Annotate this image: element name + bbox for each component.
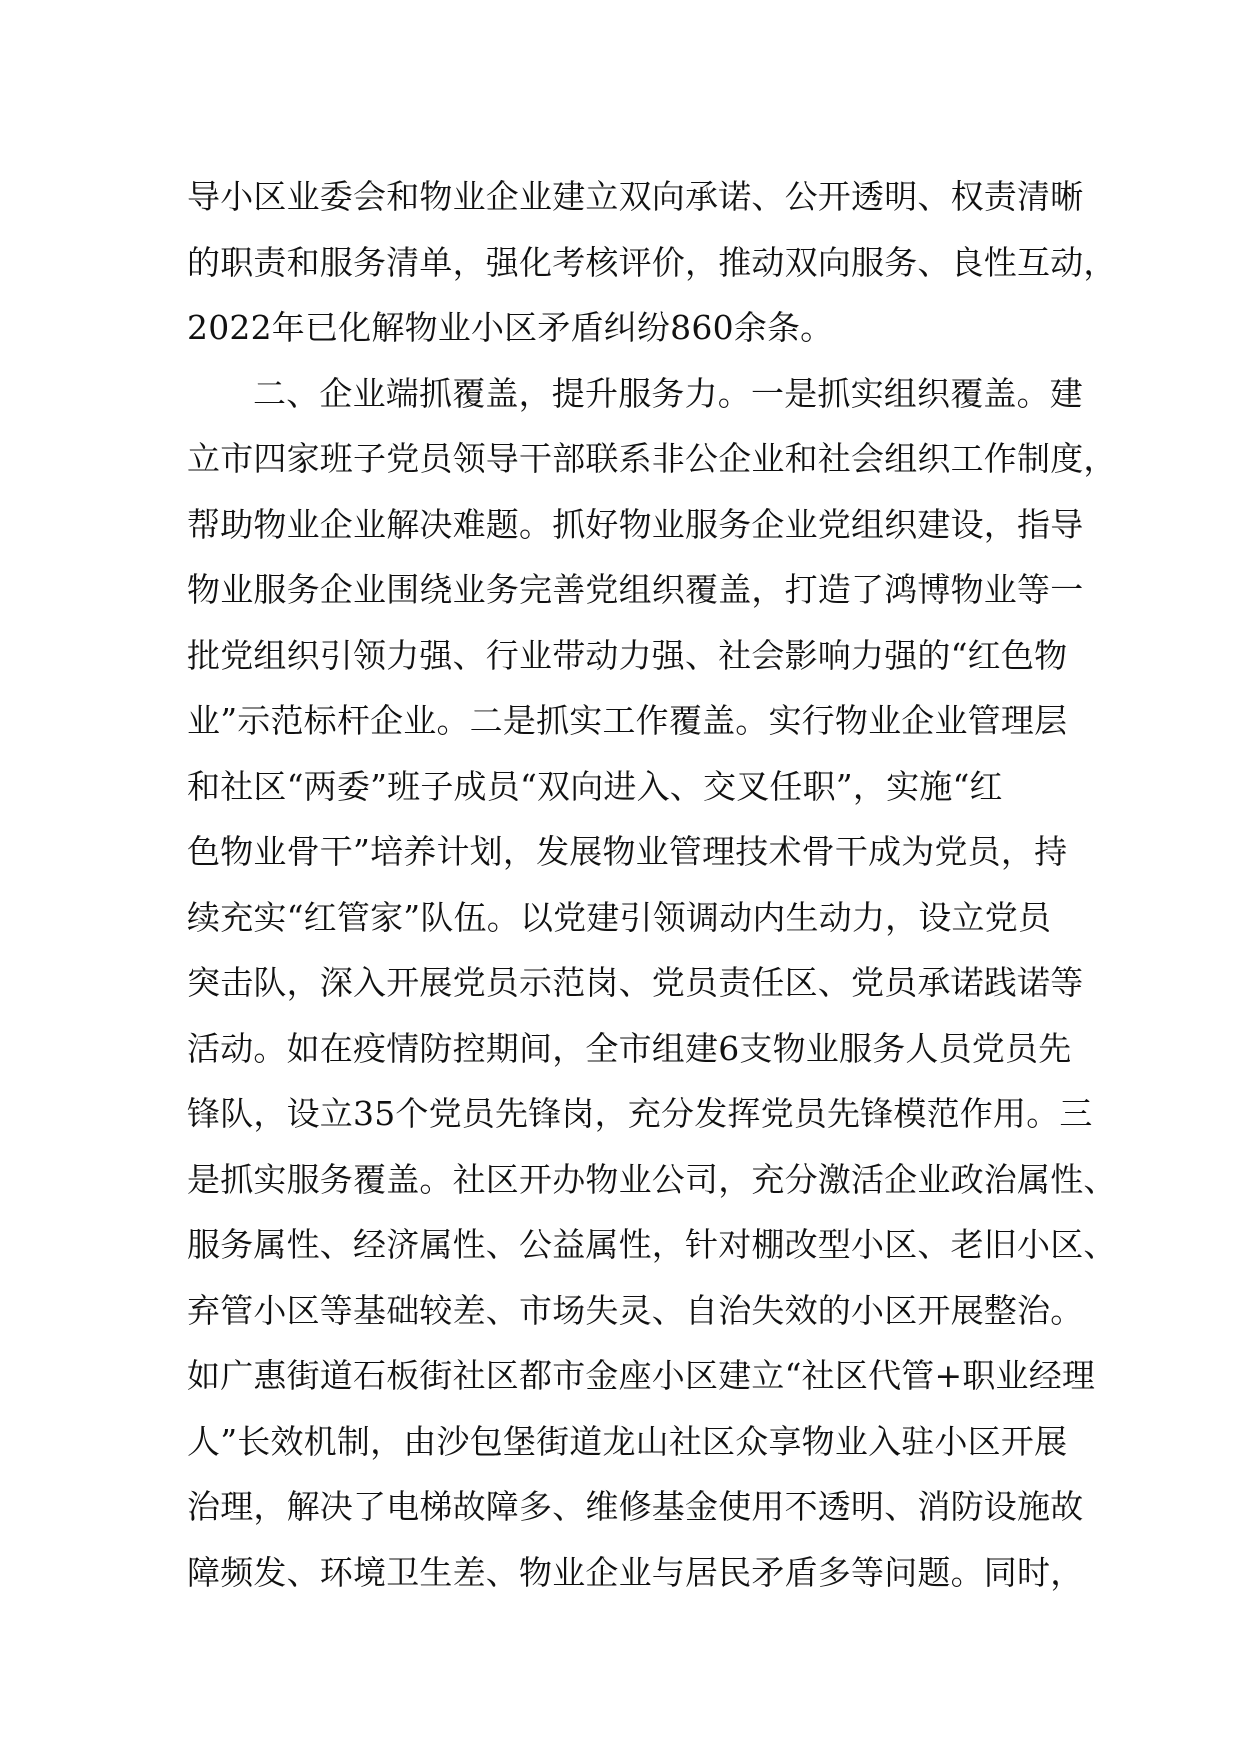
- text-line: 业”示范标杆企业。二是抓实工作覆盖。实行物业企业管理层: [187, 701, 1068, 740]
- text-line: 服务属性、经济属性、公益属性，针对棚改型小区、老旧小区、: [187, 1225, 1117, 1264]
- text-line: 人”长效机制，由沙包堡街道龙山社区众享物业入驻小区开展: [187, 1421, 1068, 1461]
- text-line: 的职责和服务清单，强化考核评价，推动双向服务、良性互动，: [187, 242, 1117, 282]
- text-line: 帮助物业企业解决难题。抓好物业服务企业党组织建设，指导: [187, 504, 1084, 544]
- text-line: 色物业骨干”培养计划，发展物业管理技术骨干成为党员，持: [187, 832, 1068, 871]
- text-line: 2022年已化解物业小区矛盾纠纷860余条。: [187, 308, 834, 347]
- text-line: 活动。如在疫情防控期间，全市组建6支物业服务人员党员先: [187, 1028, 1072, 1068]
- text-line: 物业服务企业围绕业务完善党组织覆盖，打造了鸿博物业等一: [187, 570, 1084, 609]
- text-line: 治理，解决了电梯故障多、维修基金使用不透明、消防设施故: [187, 1487, 1084, 1526]
- text-line: 弃管小区等基础较差、市场失灵、自治失效的小区开展整治。: [187, 1290, 1084, 1330]
- text-line: 锋队，设立35个党员先锋岗，充分发挥党员先锋模范作用。三: [187, 1094, 1093, 1133]
- text-line: 批党组织引领力强、行业带动力强、社会影响力强的“红色物: [187, 635, 1068, 675]
- text-line: 立市四家班子党员领导干部联系非公企业和社会组织工作制度，: [187, 439, 1117, 478]
- paragraph-start-line: 二、企业端抓覆盖，提升服务力。一是抓实组织覆盖。建: [253, 373, 1083, 413]
- body-text: [187, 164, 1117, 1605]
- text-line: 续充实“红管家”队伍。以党建引领调动内生动力，设立党员: [187, 897, 1052, 937]
- text-line: 突击队，深入开展党员示范岗、党员责任区、党员承诺践诺等: [187, 963, 1084, 1002]
- text-line: 是抓实服务覆盖。社区开办物业公司，充分激活企业政治属性、: [187, 1159, 1117, 1199]
- text-line: 和社区“两委”班子成员“双向进入、交叉任职”，实施“红: [187, 766, 1003, 806]
- text-line: 导小区业委会和物业企业建立双向承诺、公开透明、权责清晰: [187, 177, 1084, 216]
- text-line: 障频发、环境卫生差、物业企业与居民矛盾多等问题。同时，: [187, 1552, 1084, 1592]
- text-line: 如广惠街道石板街社区都市金座小区建立“社区代管+职业经理: [187, 1356, 1096, 1395]
